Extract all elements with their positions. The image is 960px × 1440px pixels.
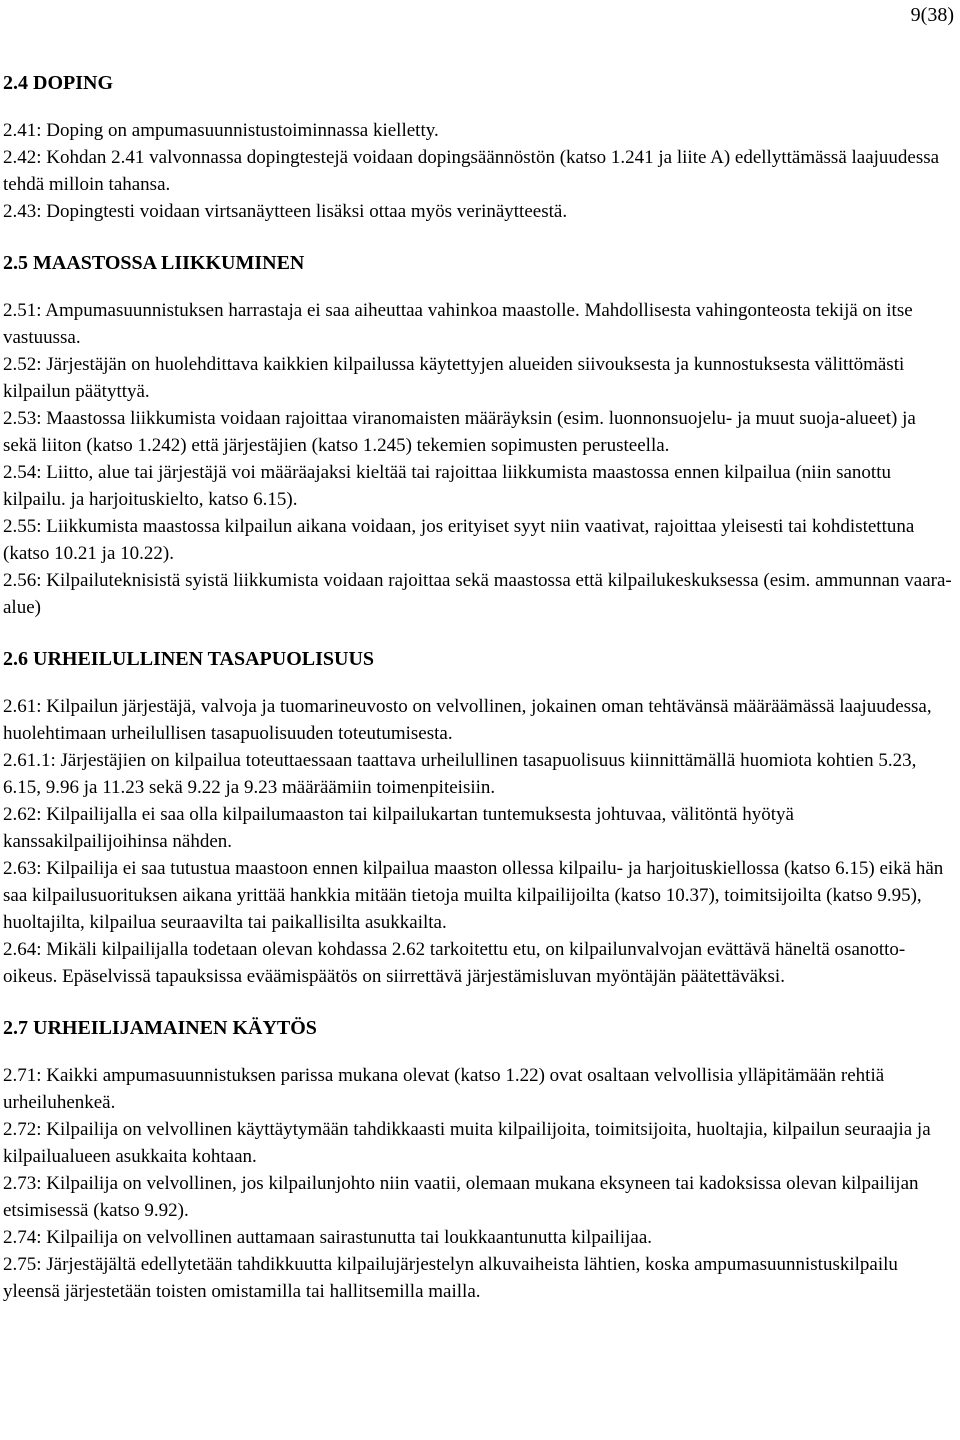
rule-paragraph: 2.73: Kilpailija on velvollinen, jos kilpailunjohto niin vaatii, olemaan mukana eksyneen tai kadoksissa olevan kilpailijan etsimisessä (katso 9.92). <box>3 1173 919 1221</box>
section-urheilijamainen-kaytos <box>3 1014 953 1305</box>
rule-paragraph: 2.63: Kilpailija ei saa tutustua maastoon ennen kilpailua maaston ollessa kilpailu- ja harjoituskiellossa (katso 6.15) eikä hän saa kilpailusuorituksen aikana yrittää hankkia mitään tietoja muilta kilpailijoilta (katso 10.37), toimitsijoilta (katso 9.95), huoltajilta, kilpailua seuraavilta tai paikallisilta asukkailta. <box>3 858 944 933</box>
rule-paragraph: 2.52: Järjestäjän on huolehdittava kaikkien kilpailussa käytettyjen alueiden siivouksesta ja kunnostuksesta välittömästi kilpailun päätyttyä. <box>3 354 905 402</box>
page-number: 9(38) <box>910 4 954 26</box>
section-heading: 2.4 DOPING <box>3 72 113 94</box>
rule-paragraph: 2.71: Kaikki ampumasuunnistuksen parissa mukana olevat (katso 1.22) ovat osaltaan velvollisia ylläpitämään rehtiä urheiluhenkeä. <box>3 1065 885 1113</box>
rule-paragraph: 2.42: Kohdan 2.41 valvonnassa dopingtestejä voidaan dopingsäännöstön (katso 1.241 ja liite A) edellyttämässä laajuudessa tehdä milloin tahansa. <box>3 147 940 195</box>
rule-paragraph: 2.43: Dopingtesti voidaan virtsanäytteen lisäksi ottaa myös verinäytteestä. <box>3 201 568 222</box>
rule-paragraph: 2.75: Järjestäjältä edellytetään tahdikkuutta kilpailujärjestelyn alkuvaiheista lähtien, koska ampumasuunnistuskilpailu yleensä järjestetään toisten omistamilla tai hallitsemilla mailla. <box>3 1254 898 1302</box>
rule-paragraph: 2.56: Kilpailuteknisistä syistä liikkumista voidaan rajoittaa sekä maastossa että kilpailukeskuksessa (esim. ammunnan vaara-alue) <box>3 570 952 618</box>
section-urheilullinen-tasapuolisuus <box>3 645 953 990</box>
rule-paragraph: 2.41: Doping on ampumasuunnistustoiminnassa kielletty. <box>3 120 439 141</box>
section-heading: 2.6 URHEILULLINEN TASAPUOLISUUS <box>3 648 375 670</box>
document-body <box>3 69 953 1305</box>
rule-paragraph: 2.64: Mikäli kilpailijalla todetaan olevan kohdassa 2.62 tarkoitettu etu, on kilpailunvalvojan evättävä häneltä osanotto-oikeus. Epäselvissä tapauksissa eväämispäätös on siirrettävä järjestämisluvan myöntäjän päätettäväksi. <box>3 939 906 987</box>
rule-paragraph: 2.62: Kilpailijalla ei saa olla kilpailumaaston tai kilpailukartan tuntemuksesta johtuvaa, välitöntä hyötyä kanssakilpailijoihinsa nähden. <box>3 804 794 852</box>
section-maastossa-liikkuminen <box>3 249 953 621</box>
rule-paragraph: 2.55: Liikkumista maastossa kilpailun aikana voidaan, jos erityiset syyt niin vaativat, rajoittaa yleisesti tai kohdistettuna (katso 10.21 ja 10.22). <box>3 516 915 564</box>
rule-paragraph: 2.61.1: Järjestäjien on kilpailua toteuttaessaan taattava urheilullinen tasapuolisuus kiinnittämällä huomiota kohtien 5.23, 6.15, 9.96 ja 11.23 sekä 9.22 ja 9.23 määräämiin toimenpiteisiin. <box>3 750 917 798</box>
rule-paragraph: 2.74: Kilpailija on velvollinen auttamaan sairastunutta tai loukkaantunutta kilpailijaa. <box>3 1227 652 1248</box>
section-doping <box>3 69 953 225</box>
rule-paragraph: 2.61: Kilpailun järjestäjä, valvoja ja tuomarineuvosto on velvollinen, jokainen oman tehtävänsä määräämässä laajuudessa, huolehtimaan urheilullisen tasapuolisuuden toteutumisesta. <box>3 696 932 744</box>
rule-paragraph: 2.51: Ampumasuunnistuksen harrastaja ei saa aiheuttaa vahinkoa maastolle. Mahdollisesta vahingonteosta tekijä on itse vastuussa. <box>3 300 913 348</box>
rule-paragraph: 2.72: Kilpailija on velvollinen käyttäytymään tahdikkaasti muita kilpailijoita, toimitsijoita, huoltajia, kilpailun seuraajia ja kilpailualueen asukkaita kohtaan. <box>3 1119 931 1167</box>
rule-paragraph: 2.54: Liitto, alue tai järjestäjä voi määräajaksi kieltää tai rajoittaa liikkumista maastossa ennen kilpailua (niin sanottu kilpailu. ja harjoituskielto, katso 6.15). <box>3 462 891 510</box>
section-heading: 2.5 MAASTOSSA LIIKKUMINEN <box>3 252 305 274</box>
rule-paragraph: 2.53: Maastossa liikkumista voidaan rajoittaa viranomaisten määräyksin (esim. luonnonsuojelu- ja muut suoja-alueet) ja sekä liiton (katso 1.242) että järjestäjien (katso 1.245) tekemien sopimusten perusteella. <box>3 408 916 456</box>
section-heading: 2.7 URHEILIJAMAINEN KÄYTÖS <box>3 1017 317 1039</box>
